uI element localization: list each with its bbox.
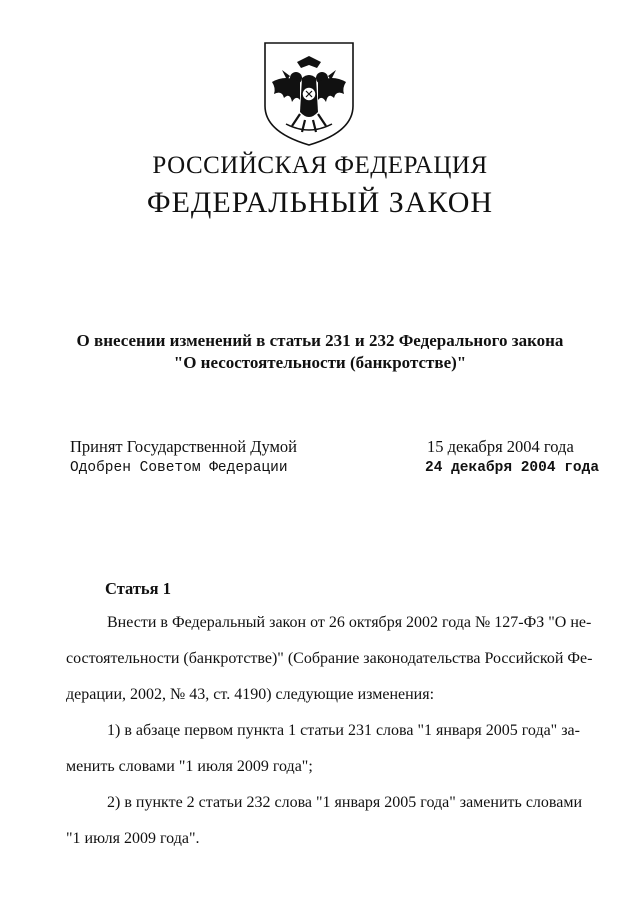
duma-adoption-date: 15 декабря 2004 года xyxy=(427,437,574,456)
article-text-line: менить словами "1 июля 2009 года"; xyxy=(66,758,313,775)
article-text-line: 1) в абзаце первом пункта 1 статьи 231 слова "1 января 2005 года" за- xyxy=(107,722,580,739)
law-type-heading: ФЕДЕРАЛЬНЫЙ ЗАКОН xyxy=(146,186,494,219)
council-approval-label: Одобрен Советом Федерации xyxy=(70,460,288,476)
country-name: РОССИЙСКАЯ ФЕДЕРАЦИЯ xyxy=(152,152,488,179)
law-title-line-1: О внесении изменений в статьи 231 и 232 Федерального закона xyxy=(76,331,564,350)
article-text-line: состоятельности (банкротстве)" (Собрание законодательства Российской Фе- xyxy=(66,650,593,667)
article-text-line: "1 июля 2009 года". xyxy=(66,830,200,847)
article-text-line: 2) в пункте 2 статьи 232 слова "1 января 2005 года" заменить словами xyxy=(107,794,583,811)
coat-of-arms-emblem xyxy=(262,40,356,148)
duma-adoption-label: Принят Государственной Думой xyxy=(70,437,298,456)
article-text-line: дерации, 2002, № 43, ст. 4190) следующие изменения: xyxy=(66,686,435,703)
article-text-line: Внести в Федеральный закон от 26 октября 2002 года № 127-ФЗ "О не- xyxy=(107,614,592,631)
article-heading: Статья 1 xyxy=(105,579,171,598)
law-title-line-2: "О несостоятельности (банкротстве)" xyxy=(173,353,467,372)
council-approval-date: 24 декабря 2004 года xyxy=(425,460,600,476)
